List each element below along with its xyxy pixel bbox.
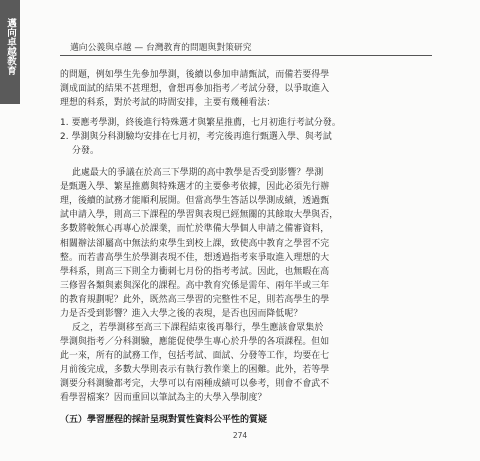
text-line: 測要分科測驗都考完，大學可以有兩種成績可以參考，則會不會武不: [60, 378, 330, 389]
text-line: 測成面試的結果不甚理想，會想再參加指考／考試分發，以爭取進入: [60, 84, 330, 95]
list-item-continuation: 分發。: [72, 146, 99, 157]
list-item: 1. 要應考學測，終後進行特殊選才與繁星推薦，七月初進行考試分發。: [60, 118, 341, 129]
header-rule: [60, 55, 432, 56]
text-line: 的教育規劃呢？此外，既然高三學習的完整性不足，則若高學生的學: [60, 294, 330, 305]
text-line: 三修習各類與素與深化的課程。高中教育究係是需年、兩年半或三年: [60, 280, 330, 291]
text-line: 反之，若學測移至高三下課程結束後再舉行，學生應該會眾集於: [72, 322, 324, 333]
section-heading: （五）學習歷程的採計呈現對質性資料公平性的質疑: [60, 415, 268, 425]
chapter-side-tab: 邁向卓越教育: [0, 0, 20, 104]
text-line: 力是否受到影響？進入大學之後的表現，是否也因而降低呢？: [60, 308, 303, 319]
text-line: 學測與指考／分科測驗，應能促使學生專心於升學的各項課程。但如: [60, 336, 330, 347]
text-line: 理，後續的試務才能順利展開。但當高學生答話以學測成績，透過甄: [60, 196, 330, 207]
text-line: 此一來，所有的試務工作，包括考試、面試、分發等工作，均要在七: [60, 350, 330, 361]
text-line: 看學習檔案？因而重回以筆試為主的大學入學制度？: [60, 393, 267, 404]
text-line: 相關辦法卻屬高中無法約束學生到校上課，致使高中教育之學習不完: [60, 238, 330, 249]
text-line: 是甄選入學、繁星推薦與特殊選才的主要參考依據，因此必須先行辦: [60, 182, 330, 193]
text-line: 理想的科系，對於考試的時間安排，主要有幾種看法：: [60, 98, 276, 109]
text-line: 多數將較無心再專心於課業，而忙於準備大學個人申請之備審資料，: [60, 224, 330, 235]
running-head: 邁向公義與卓越 — 台灣教育的問題與對策研究: [70, 43, 252, 53]
text-line: 學科系，則高三下則全力衝刺七月份的指考考試。因此，也無暇在高: [60, 266, 330, 277]
list-item: 2. 學測與分科測驗均安排在七月初，考完後再進行甄選入學、與考試: [60, 132, 332, 143]
text-line: 月前後完成，多數大學則表示有執行教作業上的困難。此外，若等學: [60, 364, 330, 375]
text-line: 的問題，例如學生先參加學測，後續以參加申請甄試，而備若要得學: [60, 70, 330, 80]
body-text: [60, 68, 430, 405]
page-number: 274: [232, 431, 248, 440]
text-line: 試申請入學，則高三下課程的學習與表現已經無關的其餘取大學與否，: [60, 210, 339, 221]
text-line: 此處最大的爭議在於高三下學期的高中教學是否受到影響？學測: [72, 168, 324, 179]
text-line: 整。而若書高學生於學測表現不佳，想透過指考來爭取進入理想的大: [60, 252, 330, 263]
